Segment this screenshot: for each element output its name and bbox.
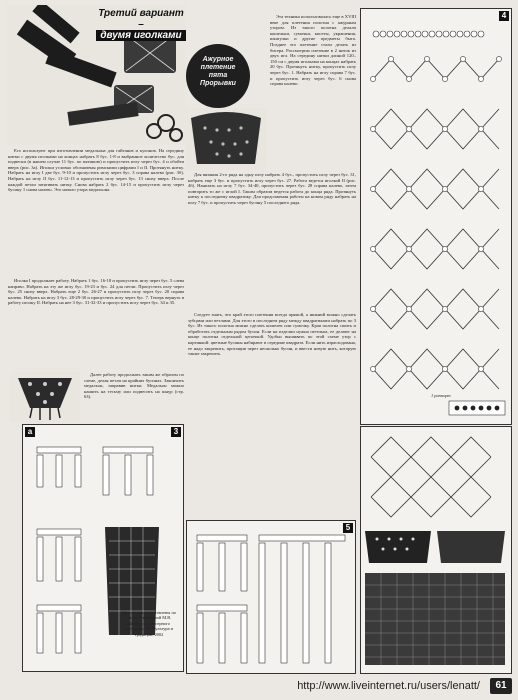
article-title <box>96 8 186 41</box>
middle-column-text-2 <box>188 172 356 312</box>
figure-3a-badge: а <box>25 427 35 437</box>
figure-3-badge: 3 <box>171 427 181 437</box>
purse-photo <box>185 108 267 170</box>
middle-paragraph-3: Следует знать, что край этого плетения всегда прямой, а нижний можно сделать зубцами или петлями. Для этого в последнем ряду между квадратиками набрать по 3 бус. Из такого полотна можно сделать кошелек или сумочку. Края полотна сшить и обработать отдельным рядом бусин. Если на изделии нужна петелька, ее делают на конце полотна отдельной цепочкой. Удобно вышивать по этой схеме узор с картинкой: цветные бусины набирают в середине квадрата. Если нить израсходована, ее надо закрепить, протащив через несколько бусин, и ввести новую нить, которую также закрепить. <box>188 312 356 357</box>
middle-column-text <box>270 14 356 164</box>
middle-paragraph-2: Для вязания 2-го ряда на одну иглу набрать 4 бус., пропустить иглу через бус. 31, набрать еще 3 бус. и пропустить иглу через бус. 27. Работа ведется иголкой II (рис. 4б). Нанизать на иглу 7 бус. 34-40, пропустить через бус. 28 справа налево, затем повторить то же с иглой I. Таким образом ведется работа до конца ряда. Протянуть нитку к последнему квадратику. Для продолжения работы на новом ряду набрать на иглу 7 бус. и пропустить через бусину 5 последнего ряда. <box>188 172 356 205</box>
diagram-6-panel <box>360 426 512 674</box>
middle-paragraph-1: Эта техника использовалась еще в XVIII веке для плетения полотна с ажурным узором. Из такого полотна делали кошельки, сумочки, кисеты, украшения, шкатулки и другие предметы быта. Позднее это плетение стали делать из бисера. Рассмотрим плетение в 2 ниток из двух игл. На середину нитки длиной 120–150 см с двумя иголками на концах набрать 20 бус. Протянуть нитку, пропустить иглу через бус. 1. Набрать на иглу справа 7 бус. и пропустить иглу через бус. 6 снова справа налево. <box>270 14 356 87</box>
left-column-text <box>8 148 184 278</box>
diagram-5-svg <box>187 521 355 673</box>
rapport-label: 1 раппорт <box>431 393 451 398</box>
footer-url[interactable]: http://www.liveinternet.ru/users/lenatt/ <box>297 680 480 692</box>
credit-caption: Материалы подготовлены по книге Анфиминой М.В. «Искусство бисерного плетения» М.: Культура и традиции, 2002 <box>121 610 176 637</box>
left-paragraph-3: Далее работу продолжать таким же образом по схеме, делая петли на крайних бусинах. Закончить медальон, заправив нитки. Медальон можно нашить на тесьму или подвесить на шнур (стр. 63). <box>84 372 184 400</box>
badge-line-3: пята <box>208 72 228 79</box>
badge-line-4: Прорывки <box>200 80 236 87</box>
figure-5-badge: 5 <box>343 523 353 533</box>
left-column-text-2 <box>8 278 184 368</box>
badge-line-2: плетение <box>200 64 236 71</box>
diagram-5-panel <box>186 520 356 674</box>
section-badge <box>186 44 250 108</box>
title-line-1: Третий вариант – <box>98 8 184 30</box>
diagram-4-panel <box>360 8 512 425</box>
medallion-photo <box>10 372 80 422</box>
badge-line-1: Ажурное <box>202 56 234 63</box>
left-paragraph-2: Иголка I продолжает работу. Набрать 1 бус. 16-18 и пропустить иглу через бус. 5 слева направо. Набрать на эту же иглу бус. 19-23 и бус. 24 для петли. Пропустить иглу через бус. 25 снизу вверх. Набрать еще 2 бус. 26-27 и пропустить иглу через бус. 20 справа налево. Набрать на иглу 3 бус. 28-29-30 и пропустить иглу через бус. 7. Теперь вернуть в работу иголку II. Набрать на нее 3 бус. 31-32-33 и пропустить иглу через бус. 34 и 35. <box>8 278 184 306</box>
diagram-4-svg <box>361 9 511 424</box>
diagram-6-svg <box>361 427 511 673</box>
page-number: 61 <box>490 678 512 694</box>
left-column-text-3 <box>84 372 184 422</box>
figure-4-badge: 4 <box>499 11 509 21</box>
left-paragraph-1: Его используют при изготовлении медальона для гайтанов и кулонов. На середину нитки с двумя иголками на концах набрать 8 бус. 1-8 и выбранное количество бус. для подвески (в нашем случае 11 бус. по пятиною) и пропустить иглу через бус. 4 и обойти вверх (рис. 3а). Иголки условно обозначены римскими цифрами I и II. Протянуть нитку. Набрать на иглу I две бус. 9-10 и пропустить иглу через бус. 3 справа налево (рис. 3б). Набрать на иглу II бус. 11-12-13 и пропустить иглу через бус. 13 снизу вверх. После каждой петли затягивать нитку. Снова набрать 2 бус. 14-15 и пропустить иглу через бусину 1 снова налево. Это начало узора медальона. <box>8 148 184 193</box>
title-line-2: двумя иголками <box>96 30 186 41</box>
middle-column-text-3 <box>188 312 356 430</box>
